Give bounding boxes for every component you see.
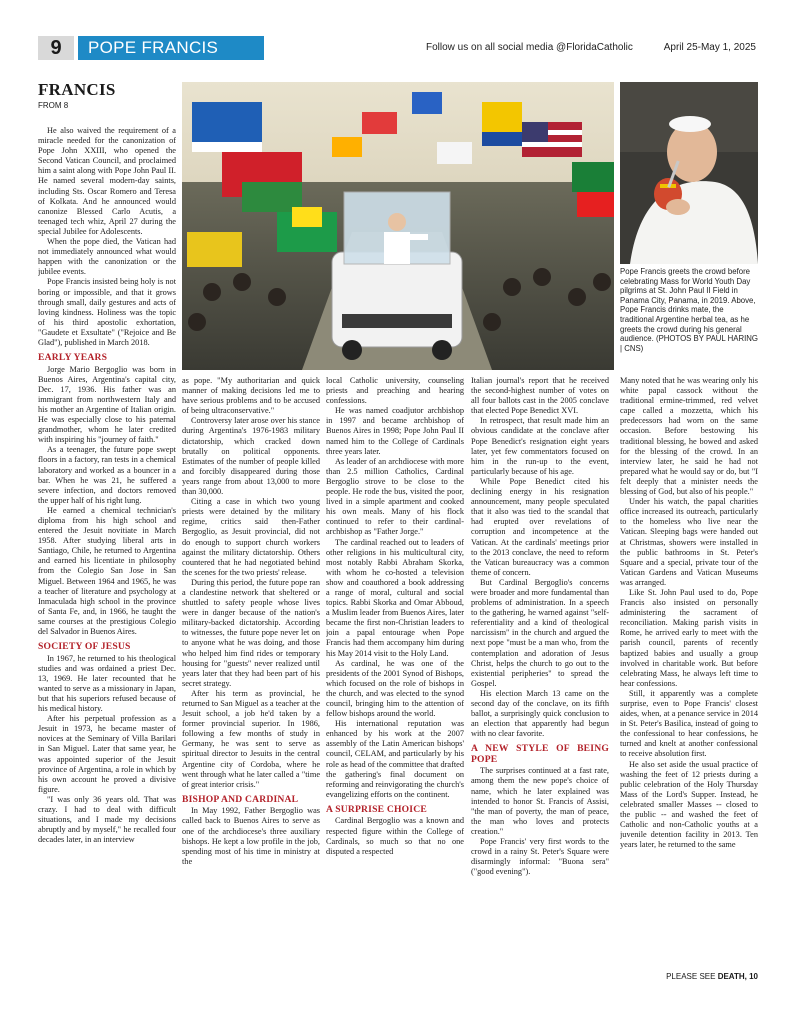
paragraph: As a teenager, the future pope swept floors in a factory, ran tests in a chemical laboratory and worked as a bouncer in a bar. When he was 21, he suffered a severe infection, and doctors removed the upper half of his right lung. [38,445,176,505]
paragraph: Italian journal's report that he received the second-highest number of votes on all four ballots cast in the 2005 conclave that elected Pope Benedict XVI. [471,376,609,416]
paragraph: Like St. John Paul used to do, Pope Francis also insisted on personally administering the sacrament of reconciliation. Making parish visits in Rome, he arrived early to meet with the parish council, parents of recently baptized babies and usually a group involved in charitable work. But before celebrating Mass, he always left time to hear confessions. [620,587,758,688]
paragraph: He earned a chemical technician's diploma from his high school and entered the Jesuit novitiate in March 1958. After studying liberal arts in Santiago, Chile, he returned to Argentina and earned his licentiate in philosophy from the Colegio San Jose in San Miguel. Between 1964 and 1965, he was a teacher of literature and psychology at Inmaculada high school in the province of Santa Fe, and, in 1966, he taught the same courses at the prestigious Colegio del Salvador in Buenos Aires. [38,505,176,636]
paragraph: Pope Francis insisted being holy is not boring or impossible, and that it grows through small, daily gestures and acts of loving kindness. Holiness was the topic of his third apostolic exhortation, "Gaudete et Exsultate" ("Rejoice and Be Glad"), published in March 2018. [38,277,176,347]
photo-caption: Pope Francis greets the crowd before celebrating Mass for World Youth Day pilgrims at St. John Paul II Field in Panama City, Panama, in 2019. Above, Pope Francis drinks mate, the traditional Argentine herbal tea, as he greets the crowd during his general audience. (PHOTOS BY PAUL HARING | CNS) [620,267,758,353]
paragraph: When the pope died, the Vatican had not immediately announced what would happen with the canonization or the jubilee events. [38,237,176,277]
continuation-line [620,972,758,981]
column-5 [620,376,758,958]
subhead-new-style: A NEW STYLE OF BEING POPE [471,743,609,765]
jump-from-label: FROM 8 [38,101,69,110]
paragraph: He was named coadjutor archbishop in 1997 and became archbishop of Buenos Aires in 1998; Pope John Paul II named him to the College of Cardinals three years later. [326,406,464,456]
paragraph: Pope Francis' very first words to the crowd in a rainy St. Peter's Square were disarmingly informal: "Buona sera" ("good evening"). [471,837,609,877]
paragraph: In May 1992, Father Bergoglio was called back to Buenos Aires to serve as one of the archdiocese's three auxiliary bishops. He kept a low profile in the job, spending most of his time in ministry at the [182,806,320,866]
paragraph: Cardinal Bergoglio was a known and respected figure within the College of Cardinals, so much so that no one disputed a respected [326,816,464,856]
column-1 [38,126,176,986]
subhead-society-of-jesus: SOCIETY OF JESUS [38,641,131,653]
paragraph: Citing a case in which two young priests were detained by the military regime, critics said then-Father Bergoglio, as Jesuit provincial, did not do enough to support church workers against the military dictatorship. Others countered that he had negotiated behind the scenes for the two priests' release. [182,497,320,577]
crowd-popemobile-illustration [182,82,614,370]
paragraph: He also set aside the usual practice of washing the feet of 12 priests during a public celebration of the Holy Thursday Mass of the Lord's Supper. Instead, he celebrated smaller Masses -- closed to the public -- and washed the feet of Catholic and non-Catholic youths at a juvenile detention facility in 2013. Ten years later, he returned to the same [620,759,758,850]
article-headline: FRANCIS [38,80,116,99]
subhead-bishop-and-cardinal: BISHOP AND CARDINAL [182,793,299,805]
paragraph: As cardinal, he was one of the presidents of the 2001 Synod of Bishops, which focused on the role of bishops in the church, and was elected to the synod council, bringing him to the attention of fellow bishops around the world. [326,658,464,719]
social-line: Follow us on all social media @FloridaCatholic [426,42,633,53]
crowd-popemobile-photo [182,82,614,370]
pope-mate-illustration [620,82,758,264]
page-header [38,36,756,60]
paragraph: Many noted that he was wearing only his white papal cassock without the traditional ermine-trimmed, red velvet cape called a mozzetta, which his predecessors had worn on the same occasion. Before bestowing his traditional blessing, he bowed and asked for the blessing of the crowd. In an interview later, he said he had not prepared what he would say or do, but "I felt deeply that a minister needs the blessing of God, but also of his people." [620,376,758,497]
paragraph: Jorge Mario Bergoglio was born in Buenos Aires, Argentina's capital city, Dec. 17, 1936. His father was an immigrant from northwestern Italy and his mother an Argentine of Italian origin. He was especially close to his paternal grandmother, whom he later credited with inspiring his "journey of faith." [38,364,176,445]
paragraph: During this period, the future pope ran a clandestine network that sheltered or shuttled to safety people whose lives were in danger because of the nation's military-backed dictatorship. According to witnesses, the future pope never let on to anyone what he was doing, and those who helped him find rides or temporary housing for "guests" never realized until years later that they had been part of his secret strategy. [182,577,320,688]
issue-date: April 25-May 1, 2025 [663,42,756,53]
subhead-surprise-choice: A SURPRISE CHOICE [326,803,427,815]
paragraph: Under his watch, the papal charities office increased its outreach, particularly to the homeless who live near the Vatican. Sleeping bags were handed out at Christmas, showers were installed in the public bathrooms in St. Peter's Square and a special, private tour of the Vatican Gardens and Vatican Museums was arranged. [620,497,758,587]
paragraph: In retrospect, that result made him an obvious candidate at the conclave after Pope Benedict's resignation eight years later, yet few commentators focused on him in the run-up to the event, particularly because of his age. [471,416,609,476]
paragraph: While Pope Benedict cited his declining energy in his resignation announcement, many people speculated that it also was tied to the scandal that had erupted over revelations of corruption and incompetence at the Vatican. At the cardinals' meetings prior to the 2013 conclave, the need to reform the Vatican bureaucracy was a common theme of concern. [471,476,609,577]
page-number: 9 [38,36,74,60]
section-title: POPE FRANCIS [78,36,264,60]
paragraph: His election March 13 came on the second day of the conclave, on its fifth ballot, a surprisingly quick conclusion to an election that apparently had begun with no clear favorite. [471,688,609,739]
subhead-early-years: EARLY YEARS [38,352,108,364]
continuation-label: PLEASE SEE [666,972,716,981]
column-3 [326,376,464,990]
paragraph: His international reputation was enhanced by his work at the 2007 assembly of the Latin American bishops' council, CELAM, and particularly by his role as head of the committee that drafted the gathering's final document on reforming and reinvigorating the church's evangelizing efforts on the continent. [326,719,464,799]
paragraph: As leader of an archdiocese with more than 2.5 million Catholics, Cardinal Bergoglio strove to be close to the people. He rode the bus, visited the poor, lived in a simple apartment and cooked his own meals. Many of his flock continued to refer to their cardinal-archbishop as "Father Jorge." [326,456,464,537]
paragraph: Still, it apparently was a complete surprise, even to Pope Francis' closest aides, when, at a penance service in 2014 in St. Peter's Basilica, instead of going to the confessional to hear confessions, he turned and knelt at another confessional to receive absolution first. [620,688,758,759]
paragraph: as pope. "My authoritarian and quick manner of making decisions led me to have serious problems and to be accused of being ultraconservative." [182,376,320,416]
paragraph: In 1967, he returned to his theological studies and was ordained a priest Dec. 13, 1969. He later recounted that he wanted to serve as a missionary in Japan, but that his superiors refused because of his medical history. [38,653,176,714]
continuation-target[interactable]: DEATH, 10 [717,972,758,981]
column-2 [182,376,320,990]
column-4 [471,376,609,990]
pope-mate-photo [620,82,758,264]
paragraph: After his perpetual profession as a Jesuit in 1973, he became master of novices at the Seminary of Villa Barilari in San Miguel. Later that same year, he was appointed superior of the Jesuit province of Argentina, a role in which by his own account he proved a divisive figure. [38,714,176,794]
paragraph: Controversy later arose over his stance during Argentina's 1976-1983 military dictatorship, which cracked down brutally on political opponents. Estimates of the number of people killed and forcibly disappeared during those years range from about 13,000 to more than 30,000. [182,416,320,497]
paragraph: But Cardinal Bergoglio's concerns were broader and more fundamental than problems of administration. In a speech to the gathering, he warned against "self-referentiality and a kind of theological narcissism" in the church and argued the next pope "must be a man who, from the contemplation and adoration of Jesus Christ, helps the church to go out to the existential peripheries" to spread the Gospel. [471,577,609,688]
paragraph: The surprises continued at a fast rate, among them the new pope's choice of name, which he later explained was intended to honor St. Francis of Assisi, "the man of poverty, the man of peace, the man who loves and protects creation." [471,766,609,836]
paragraph: "I was only 36 years old. That was crazy. I had to deal with difficult situations, and I made my decisions abruptly and by myself," he recalled four decades later, in an interview [38,794,176,845]
paragraph: After his term as provincial, he returned to San Miguel as a teacher at the Jesuit school, a job he'd taken by a former provincial superior. In 1986, following a few months of study in Germany, he was sent to serve as spiritual director to Jesuits in the central Argentine city of Cordoba, where he went through what he later called a "time of great interior crisis." [182,688,320,789]
paragraph: The cardinal reached out to leaders of other religions in his multicultural city, most notably Rabbi Abraham Skorka, with whom he co-hosted a television show and coauthored a book addressing a range of moral, cultural and social topics. Rabbi Skorka and Omar Abboud, a Muslim leader from Buenos Aires, later became the first non-Christian leaders to join a papal entourage when Pope Francis had them accompany him during his May 2014 visit to the Holy Land. [326,537,464,658]
paragraph: local Catholic university, counseling priests and preaching and hearing confessions. [326,376,464,406]
paragraph: He also waived the requirement of a miracle needed for the canonization of Pope John XXIII, who opened the Second Vatican Council, and proclaimed him a saint along with Pope John Paul II. He named several modern-day saints, including Sts. Oscar Romero and Teresa of Kolkata. And he announced would canonize Blessed Carlo Acutis, a teenaged tech whiz, April 27 during the special Jubilee for Adolescents. [38,126,176,236]
